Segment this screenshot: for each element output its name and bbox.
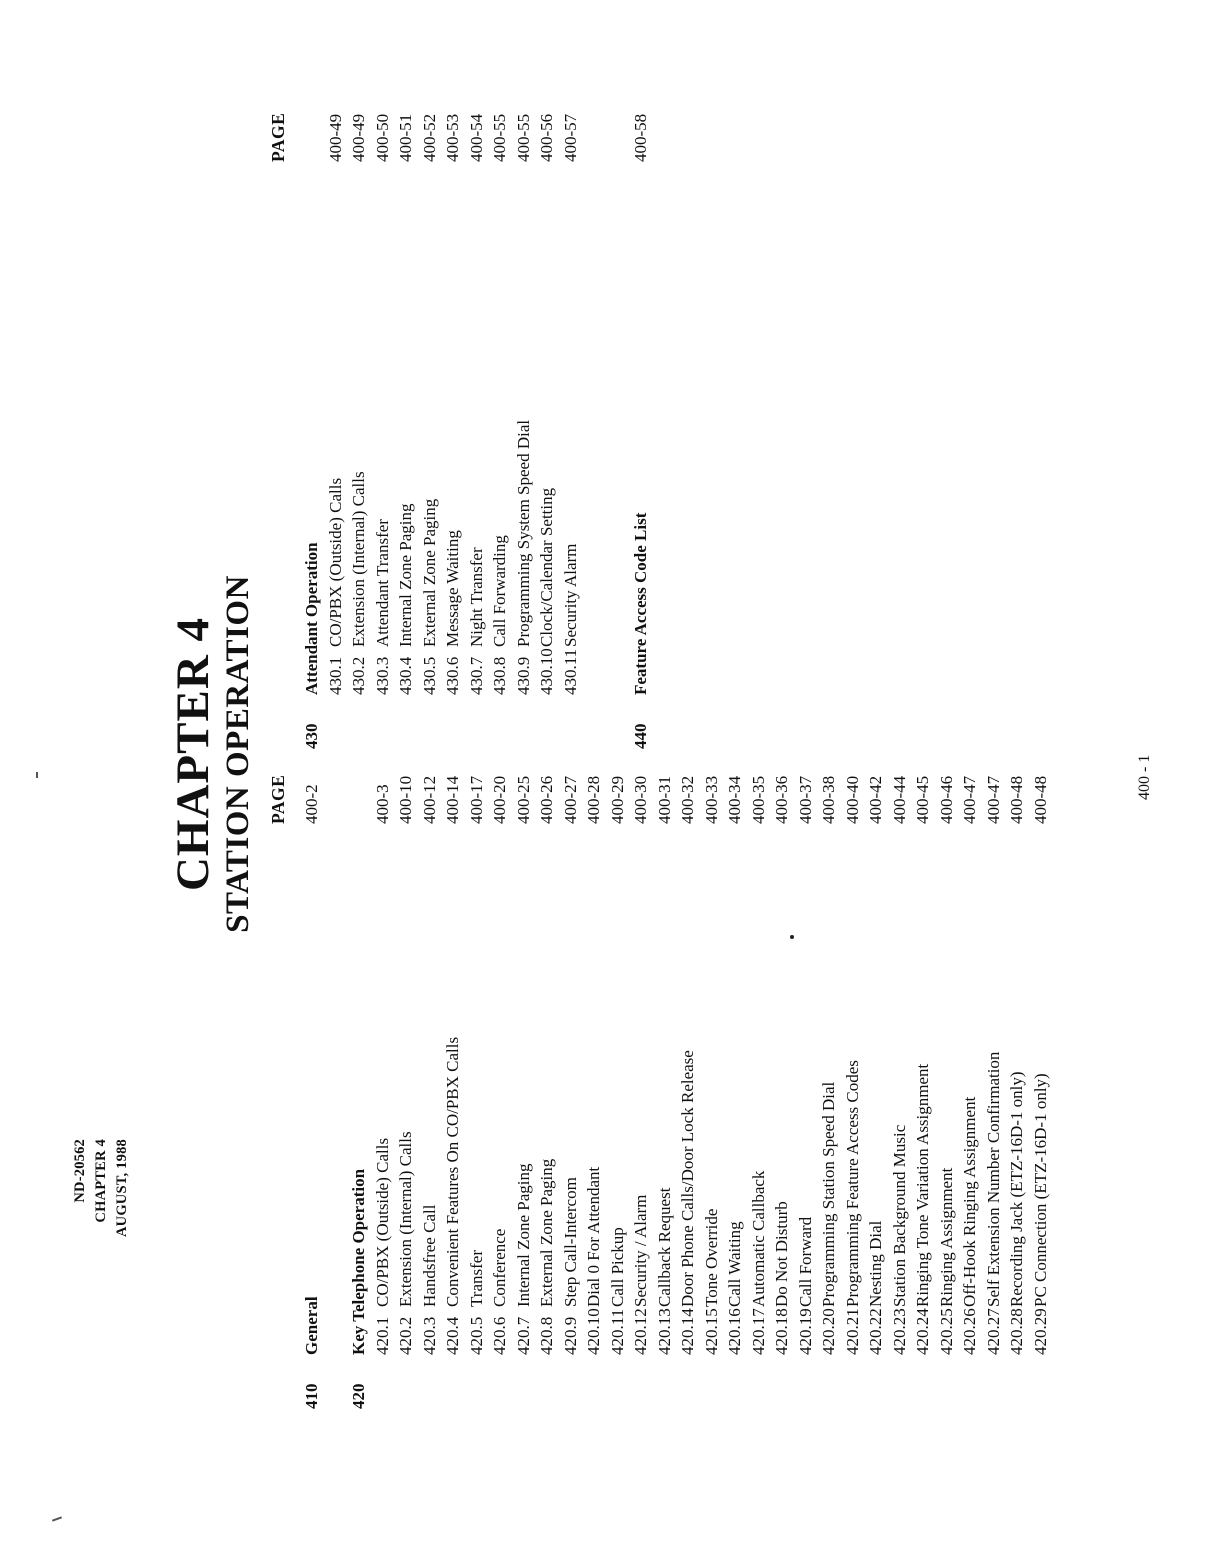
left-page-heading: PAGE	[268, 774, 288, 824]
subsection-title: Handsfree Call	[419, 1204, 439, 1307]
header-chapter: CHAPTER 4	[93, 1139, 109, 1223]
toc-entry	[629, 49, 653, 749]
toc-entry	[676, 759, 700, 1409]
page-reference: 400-53	[443, 113, 462, 162]
subsection-title: Ringing Assignment	[936, 1167, 956, 1307]
subsection-title: Door Phone Calls/Door Lock Release	[678, 1050, 697, 1307]
page-reference: 400-28	[584, 775, 603, 824]
subsection-number: 420.7	[513, 1316, 533, 1355]
page-reference: 400-27	[560, 775, 580, 824]
toc-entry	[394, 49, 418, 749]
subsection-number: 430.7	[466, 656, 486, 695]
subsection-title: Step Call-Intercom	[560, 1177, 580, 1307]
subsection-title: Callback Request	[654, 1187, 674, 1307]
page-reference: 400-31	[654, 775, 674, 824]
subsection-title: External Zone Paging	[419, 498, 439, 647]
page-reference: 400-44	[889, 775, 909, 824]
section-number: 440	[631, 723, 650, 749]
page-reference: 400-3	[372, 784, 392, 824]
toc-entry	[535, 759, 559, 1409]
subsection-number: 420.16	[725, 1308, 744, 1355]
page-reference: 400-12	[419, 775, 439, 824]
subsection-number: 420.12	[631, 1308, 650, 1355]
section-title: Attendant Operation	[302, 542, 321, 695]
scan-speck	[52, 1516, 62, 1521]
toc-entry	[347, 49, 371, 749]
page-reference: 400-48	[1007, 775, 1026, 824]
subsection-title: Security Alarm	[560, 543, 580, 647]
section-number: 410	[302, 1383, 321, 1409]
toc-entry	[441, 49, 465, 749]
toc-entry	[488, 49, 512, 749]
toc-entry	[700, 759, 724, 1409]
subsection-title: Transfer	[466, 1250, 486, 1307]
subsection-title: Call Pickup	[607, 1227, 627, 1307]
toc-entry	[465, 49, 489, 749]
subsection-number: 420.19	[795, 1308, 815, 1355]
toc-entry	[606, 759, 630, 1409]
toc-entry	[418, 759, 442, 1409]
subsection-title: Nesting Dial	[866, 1220, 885, 1307]
subsection-title: Do Not Disturb	[772, 1201, 791, 1307]
subsection-title: Internal Zone Paging	[396, 503, 415, 647]
page-reference: 400-47	[960, 775, 979, 824]
subsection-number: 420.29	[1030, 1308, 1050, 1355]
toc-entry	[441, 759, 465, 1409]
subsection-title: Programming Station Speed Dial	[819, 1081, 838, 1307]
toc-entry	[300, 49, 324, 749]
subsection-number: 420.28	[1007, 1308, 1026, 1355]
page-reference: 400-29	[607, 775, 627, 824]
page-reference: 400-57	[560, 113, 580, 162]
page-reference: 400-55	[490, 113, 509, 162]
subsection-number: 430.5	[419, 656, 439, 695]
page-reference: 400-26	[537, 775, 556, 824]
subsection-title: PC Connection (ETZ-16D-1 only)	[1030, 1073, 1050, 1307]
section-title: Feature Access Code List	[631, 512, 650, 695]
subsection-title: Call Waiting	[725, 1221, 744, 1307]
toc-entry	[535, 49, 559, 749]
subsection-number: 420.24	[913, 1308, 932, 1355]
chapter-title-line2: STATION OPERATION	[220, 575, 256, 933]
subsection-title: CO/PBX (Outside) Calls	[372, 1137, 392, 1307]
subsection-number: 420.14	[678, 1308, 697, 1355]
page-reference: 400-10	[396, 775, 415, 824]
subsection-title: Message Waiting	[443, 530, 462, 647]
page-reference: 400-46	[936, 775, 956, 824]
page-reference: 400-42	[866, 775, 885, 824]
toc-entry	[559, 49, 583, 749]
header-date: AUGUST, 1988	[114, 1139, 130, 1238]
page-reference: 400-32	[678, 775, 697, 824]
toc-entry	[512, 759, 536, 1409]
subsection-number: 430.3	[372, 656, 392, 695]
subsection-title: Automatic Callback	[748, 1170, 768, 1307]
subsection-title: Conference	[490, 1228, 509, 1307]
page-reference: 400-52	[419, 113, 439, 162]
subsection-title: Programming System Speed Dial	[513, 419, 533, 647]
subsection-title: Clock/Calendar Setting	[537, 487, 556, 647]
page-reference: 400-38	[819, 775, 838, 824]
subsection-number: 430.11	[560, 648, 580, 695]
page-reference: 400-33	[701, 775, 721, 824]
toc-entry	[559, 759, 583, 1409]
document-number: ND-20562	[72, 1139, 88, 1203]
subsection-number: 420.20	[819, 1308, 838, 1355]
section-title: Key Telephone Operation	[349, 1168, 368, 1355]
right-page-heading: PAGE	[268, 112, 288, 162]
subsection-title: Attendant Transfer	[372, 519, 392, 647]
subsection-title: Internal Zone Paging	[513, 1163, 533, 1307]
subsection-number: 420.1	[372, 1316, 392, 1355]
page-reference: 400-47	[983, 775, 1003, 824]
subsection-number: 420.10	[584, 1308, 603, 1355]
toc-entry	[371, 759, 395, 1409]
subsection-number: 420.23	[889, 1308, 909, 1355]
subsection-number: 430.9	[513, 656, 533, 695]
subsection-number: 420.11	[607, 1308, 627, 1355]
subsection-title: Off-Hook Ringing Assignment	[960, 1096, 979, 1307]
subsection-number: 420.18	[772, 1308, 791, 1355]
subsection-title: Security / Alarm	[631, 1194, 650, 1307]
subsection-number: 420.3	[419, 1316, 439, 1355]
subsection-number: 430.2	[349, 656, 368, 695]
toc-entry	[864, 759, 888, 1409]
page-reference: 400-20	[490, 775, 509, 824]
subsection-title: Self Extension Number Confirmation	[983, 1051, 1003, 1307]
subsection-title: Ringing Tone Variation Assignment	[913, 1063, 932, 1307]
toc-entry	[958, 759, 982, 1409]
subsection-number: 420.26	[960, 1308, 979, 1355]
page-reference: 400-30	[631, 775, 650, 824]
page-reference: 400-55	[513, 113, 533, 162]
subsection-title: Night Transfer	[466, 547, 486, 647]
subsection-title: Dial 0 For Attendant	[584, 1166, 603, 1307]
page-reference: 400-40	[842, 775, 862, 824]
page-reference: 400-50	[372, 113, 392, 162]
scan-speck	[36, 772, 38, 778]
subsection-title: Convenient Features On CO/PBX Calls	[443, 1036, 462, 1307]
toc-entry	[371, 49, 395, 749]
subsection-number: 420.21	[842, 1308, 862, 1355]
page-reference: 400-45	[913, 775, 932, 824]
toc-entry	[582, 759, 606, 1409]
page-reference: 400-37	[795, 775, 815, 824]
page-reference: 400-48	[1030, 775, 1050, 824]
toc-entry	[300, 759, 324, 1409]
toc-entry	[488, 759, 512, 1409]
subsection-number: 420.4	[443, 1316, 462, 1355]
toc-entry	[935, 759, 959, 1409]
toc-entry	[653, 759, 677, 1409]
toc-entry	[982, 759, 1006, 1409]
page-reference: 400-34	[725, 775, 744, 824]
subsection-title: CO/PBX (Outside) Calls	[325, 477, 345, 647]
section-number: 430	[302, 723, 321, 749]
toc-entry	[324, 759, 348, 1409]
subsection-title: Station Background Music	[889, 1124, 909, 1307]
page-reference: 400-58	[631, 113, 650, 162]
toc-entry	[770, 759, 794, 1409]
page-number: 400 - 1	[1136, 754, 1153, 800]
section-title: General	[302, 1296, 321, 1355]
chapter-title-line1: CHAPTER 4	[167, 616, 219, 892]
page-reference: 400-14	[443, 775, 462, 824]
toc-entry	[817, 759, 841, 1409]
subsection-number: 420.13	[654, 1308, 674, 1355]
subsection-number: 420.22	[866, 1308, 885, 1355]
page-reference: 400-49	[325, 113, 345, 162]
page-reference: 400-35	[748, 775, 768, 824]
subsection-number: 420.2	[396, 1316, 415, 1355]
chapter-title	[167, 564, 256, 944]
toc-entry	[888, 759, 912, 1409]
subsection-number: 420.9	[560, 1316, 580, 1355]
subsection-number: 420.15	[701, 1308, 721, 1355]
page-reference: 400-56	[537, 113, 556, 162]
subsection-number: 430.4	[396, 656, 415, 695]
page-reference: 400-17	[466, 775, 486, 824]
subsection-number: 430.10	[537, 648, 556, 695]
subsection-title: Extension (Internal) Calls	[396, 1131, 415, 1307]
toc-entry	[629, 759, 653, 1409]
toc-entry	[324, 49, 348, 749]
subsection-number: 420.6	[490, 1316, 509, 1355]
subsection-title: Extension (Internal) Calls	[349, 471, 368, 647]
subsection-title: Call Forwarding	[490, 535, 509, 647]
subsection-number: 430.8	[490, 656, 509, 695]
toc-entry	[794, 759, 818, 1409]
subsection-number: 420.8	[537, 1316, 556, 1355]
page-reference: 400-51	[396, 113, 415, 162]
subsection-title: Programming Feature Access Codes	[842, 1060, 862, 1307]
toc-entry	[747, 759, 771, 1409]
toc-entry	[347, 759, 371, 1409]
toc-entry	[582, 49, 606, 749]
page-reference: 400-36	[772, 775, 791, 824]
subsection-number: 430.6	[443, 656, 462, 695]
toc-entry	[465, 759, 489, 1409]
toc-entry	[723, 759, 747, 1409]
subsection-number: 420.25	[936, 1308, 956, 1355]
page-reference: 400-49	[349, 113, 368, 162]
subsection-title: Call Forward	[795, 1216, 815, 1307]
toc-entry	[512, 49, 536, 749]
page-reference: 400-2	[302, 784, 321, 824]
page-reference: 400-25	[513, 775, 533, 824]
subsection-title: Recording Jack (ETZ-16D-1 only)	[1007, 1071, 1026, 1307]
subsection-title: Tone Override	[701, 1208, 721, 1307]
toc-entry	[1005, 759, 1029, 1409]
toc-entry	[606, 49, 630, 749]
subsection-title: External Zone Paging	[537, 1158, 556, 1307]
page-reference: 400-54	[466, 113, 486, 162]
subsection-number: 420.17	[748, 1308, 768, 1355]
section-number: 420	[349, 1383, 368, 1409]
toc-entry	[1029, 759, 1053, 1409]
scan-dot	[790, 935, 794, 939]
toc-entry	[841, 759, 865, 1409]
subsection-number: 430.1	[325, 656, 345, 695]
right-toc-column	[300, 49, 653, 749]
toc-entry	[394, 759, 418, 1409]
subsection-number: 420.5	[466, 1316, 486, 1355]
left-toc-column	[300, 759, 1052, 1409]
document-header	[70, 1139, 133, 1237]
toc-entry	[418, 49, 442, 749]
subsection-number: 420.27	[983, 1308, 1003, 1355]
toc-entry	[911, 759, 935, 1409]
